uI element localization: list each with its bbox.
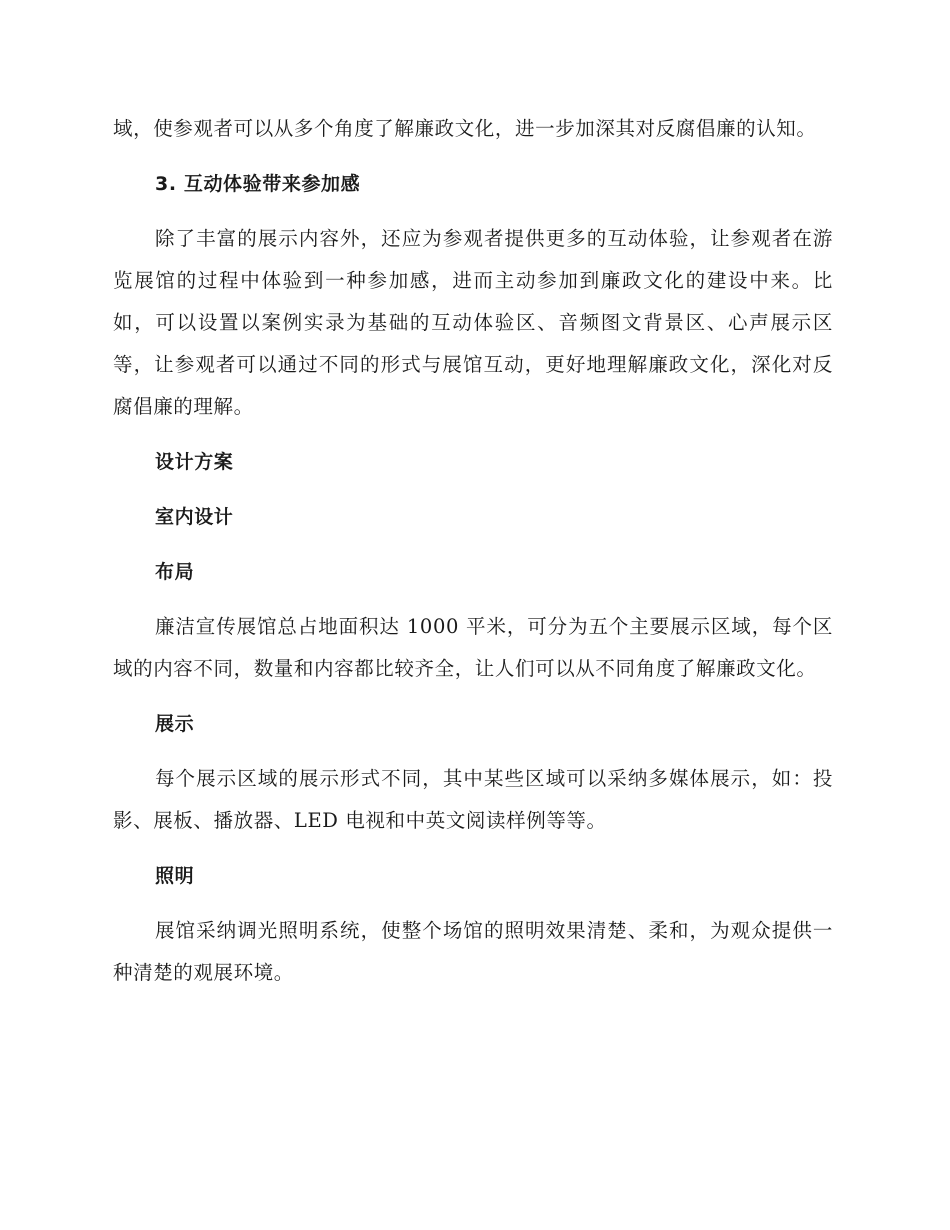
paragraph-continuation: 域，使参观者可以从多个角度了解廉政文化，进一步加深其对反腐倡廉的认知。 xyxy=(113,117,817,140)
document-page xyxy=(113,108,833,994)
heading-interior-design: 室内设计 xyxy=(155,506,234,528)
paragraph-interactive-experience: 除了丰富的展示内容外，还应为参观者提供更多的互动体验，让参观者在游览展馆的过程中体验到一种参加感，进而主动参加到廉政文化的建设中来。比如，可以设置以案例实录为基础的互动体验区、音频图文背景区、心声展示区等，让参观者可以通过不同的形式与展馆互动，更好地理解廉政文化，深化对反腐倡廉的理解。 xyxy=(113,227,833,418)
heading-display: 展示 xyxy=(155,713,195,735)
paragraph-layout: 廉洁宣传展馆总占地面积达 1000 平米，可分为五个主要展示区域，每个区域的内容不同，数量和内容都比较齐全，让人们可以从不同角度了解廉政文化。 xyxy=(113,615,833,680)
paragraph-display: 每个展示区域的展示形式不同，其中某些区域可以采纳多媒体展示，如：投影、展板、播放器、LED 电视和中英文阅读样例等等。 xyxy=(113,767,833,832)
heading-design-plan: 设计方案 xyxy=(155,451,234,473)
paragraph-lighting: 展馆采纳调光照明系统，使整个场馆的照明效果清楚、柔和，为观众提供一种清楚的观展环境。 xyxy=(113,919,833,984)
heading-lighting: 照明 xyxy=(155,865,195,887)
heading-layout: 布局 xyxy=(155,561,195,583)
heading-interactive-experience: 3. 互动体验带来参加感 xyxy=(155,173,361,195)
